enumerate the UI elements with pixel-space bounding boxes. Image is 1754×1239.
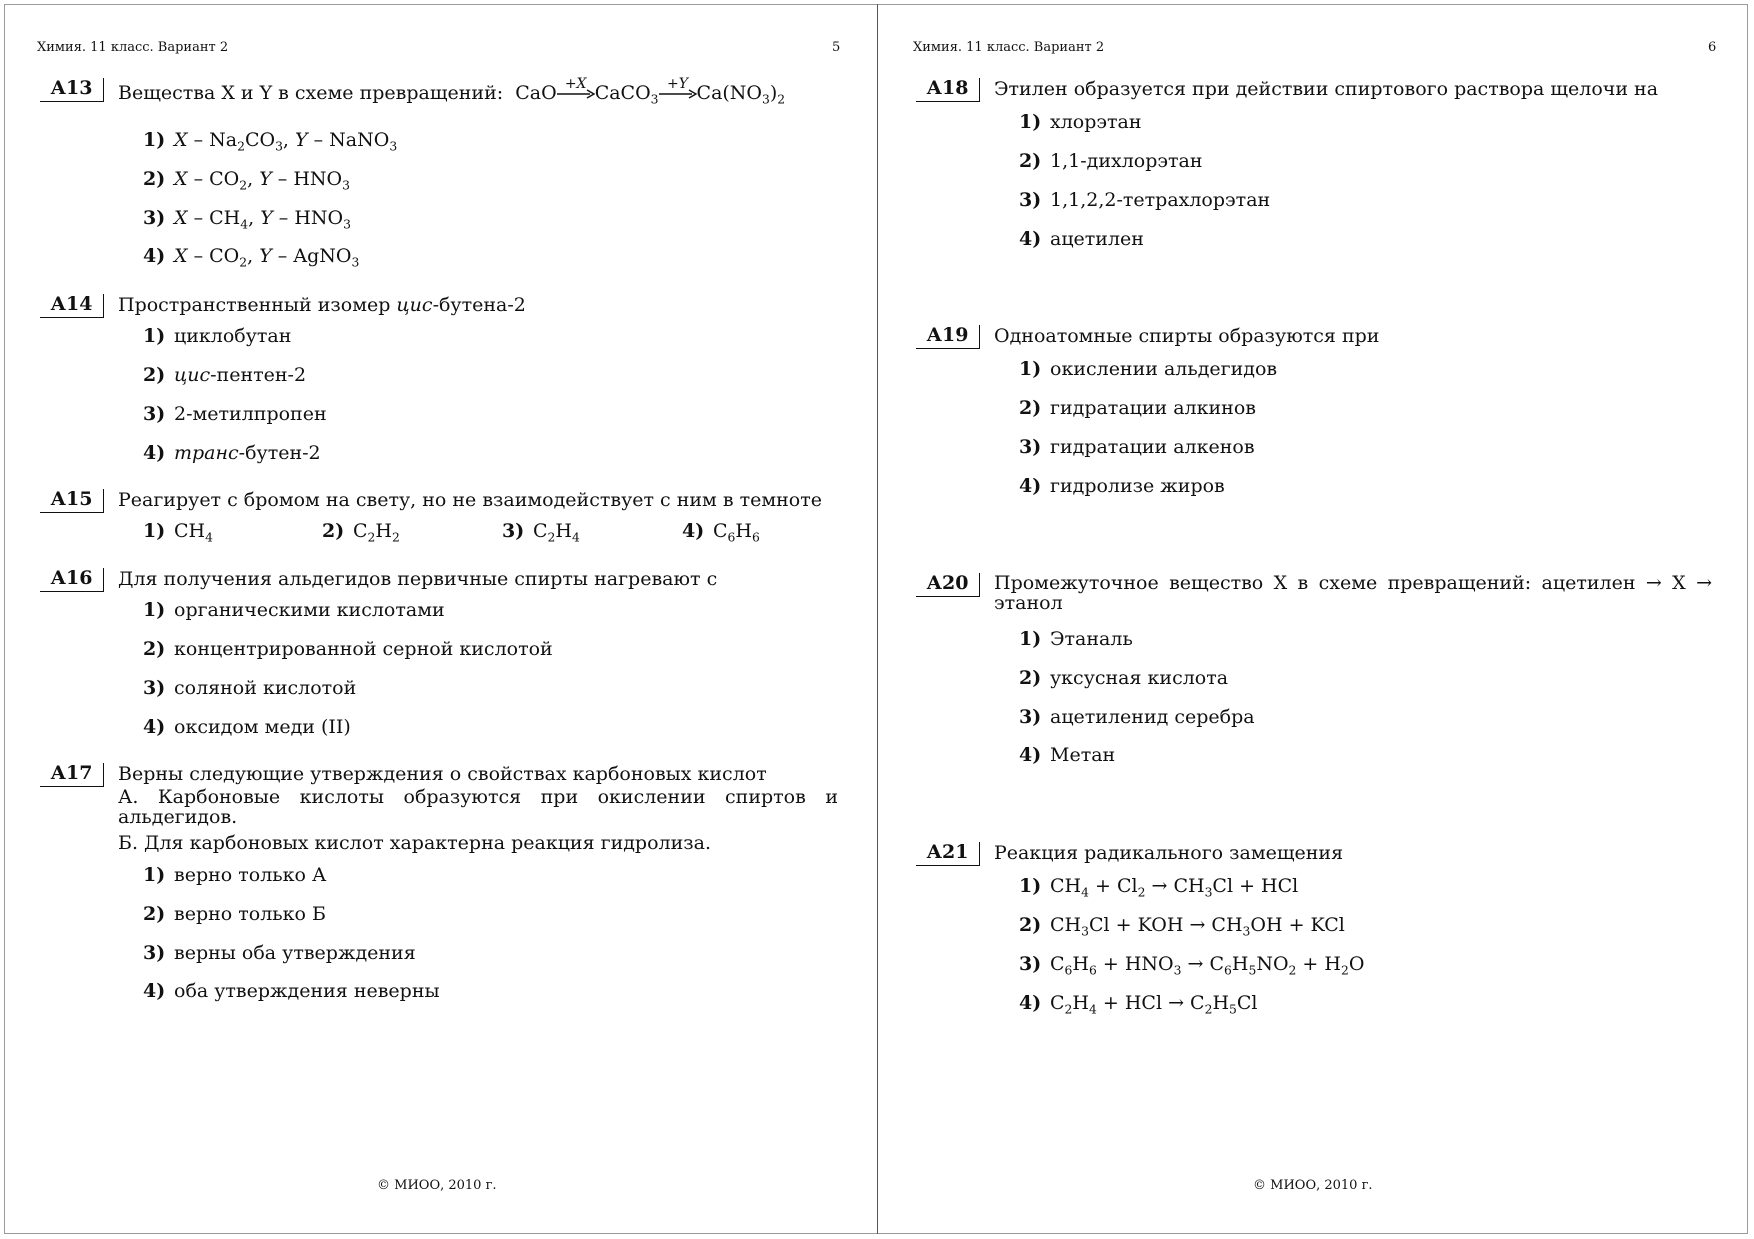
option-2: 2) 1,1-дихлорэтан bbox=[1019, 150, 1203, 172]
option-1: 1) хлорэтан bbox=[1019, 111, 1142, 133]
question-label: А13 bbox=[40, 78, 104, 102]
question-text: Промежуточное вещество X в схеме превращений: ацетилен → X → этанол bbox=[994, 572, 1712, 614]
statement-a: А. Карбоновые кислоты образуются при окислении спиртов и альдегидов. bbox=[118, 786, 838, 828]
option-1: 1) $CH_4 + Cl_2 \to CH_3Cl$ + HCl bbox=[1019, 875, 1299, 900]
option-2: 2) $C_2H_2$ bbox=[322, 520, 400, 545]
option-4: 4) $C_2H_4$ + HCl → $C_2H_5Cl$ bbox=[1019, 992, 1258, 1017]
question-text: Одноатомные спирты образуются при bbox=[994, 325, 1380, 347]
option-1: 1) X – $Na_2CO_3$, Y – NaNO$_3$ bbox=[143, 129, 398, 154]
option-3: 3) верны оба утверждения bbox=[143, 942, 416, 964]
question-label: А15 bbox=[40, 489, 104, 513]
right-header: Химия. 11 класс. Вариант 2 bbox=[913, 40, 1105, 55]
question-text: Реакция радикального замещения bbox=[994, 842, 1344, 864]
reaction-scheme: CaO +X CaCO$_3$ +Y $Ca(NO_3)_2$ bbox=[515, 76, 786, 107]
question-text: Верны следующие утверждения о свойствах карбоновых кислот bbox=[118, 763, 767, 785]
option-3: 3) 2-метилпропен bbox=[143, 403, 327, 425]
option-2: 2) X – $CO_2$, Y – $HNO_3$ bbox=[143, 168, 350, 193]
option-4: 4) ацетилен bbox=[1019, 228, 1144, 250]
option-3: 3) 1,1,2,2-тетрахлорэтан bbox=[1019, 189, 1271, 211]
question-label: А19 bbox=[916, 325, 980, 349]
statement-b: Б. Для карбоновых кислот характерна реакция гидролиза. bbox=[118, 832, 711, 854]
option-1: 1) $CH_4$ bbox=[143, 520, 213, 545]
question-label: А18 bbox=[916, 78, 980, 102]
option-3: 3) $C_6H_6 + HNO_3 \to C_6H_5NO_2 + H_2O$ bbox=[1019, 953, 1365, 978]
question-label: А16 bbox=[40, 568, 104, 592]
option-4: 4) транс-бутен-2 bbox=[143, 442, 321, 464]
question-text: Реагирует с бромом на свету, но не взаимодействует с ним в темноте bbox=[118, 489, 822, 511]
left-page-number: 5 bbox=[832, 40, 841, 55]
option-2: 2) верно только Б bbox=[143, 903, 326, 925]
option-2: 2) $CH_3Cl$ + KOH → $CH_3OH$ + KCl bbox=[1019, 914, 1345, 939]
option-4: 4) Метан bbox=[1019, 744, 1116, 766]
option-1: 1) органическими кислотами bbox=[143, 599, 445, 621]
left-footer: © МИОО, 2010 г. bbox=[377, 1178, 497, 1193]
option-4: 4) X – $CO_2$, Y – AgNO$_3$ bbox=[143, 245, 360, 270]
option-2: 2) гидратации алкинов bbox=[1019, 397, 1256, 419]
option-3: 3) $C_2H_4$ bbox=[502, 520, 580, 545]
option-1: 1) окислении альдегидов bbox=[1019, 358, 1278, 380]
question-label: А20 bbox=[916, 573, 980, 597]
arrow-icon: +Y bbox=[659, 87, 697, 101]
option-3: 3) X – $CH_4$, Y – $HNO_3$ bbox=[143, 207, 351, 232]
left-header: Химия. 11 класс. Вариант 2 bbox=[37, 40, 229, 55]
option-1: 1) верно только А bbox=[143, 864, 327, 886]
option-3: 3) соляной кислотой bbox=[143, 677, 357, 699]
question-label: А21 bbox=[916, 842, 980, 866]
right-page-number: 6 bbox=[1708, 40, 1717, 55]
question-label: А17 bbox=[40, 763, 104, 787]
option-1: 1) циклобутан bbox=[143, 325, 292, 347]
question-text: Для получения альдегидов первичные спирты нагревают с bbox=[118, 568, 718, 590]
option-4: 4) гидролизе жиров bbox=[1019, 475, 1225, 497]
option-1: 1) Этаналь bbox=[1019, 628, 1133, 650]
question-text: Пространственный изомер цис-бутена-2 bbox=[118, 294, 526, 316]
option-4: 4) оксидом меди (II) bbox=[143, 716, 351, 738]
right-footer: © МИОО, 2010 г. bbox=[1253, 1178, 1373, 1193]
option-2: 2) уксусная кислота bbox=[1019, 667, 1229, 689]
question-label: А14 bbox=[40, 294, 104, 318]
option-4: 4) $C_6H_6$ bbox=[682, 520, 760, 545]
question-text: Этилен образуется при действии спиртового раствора щелочи на bbox=[994, 78, 1659, 100]
question-text: Вещества X и Y в схеме превращений: CaO +X CaCO$_3$ +Y $Ca(NO_3)_2$ bbox=[118, 76, 786, 107]
option-2: 2) цис-пентен-2 bbox=[143, 364, 307, 386]
option-2: 2) концентрированной серной кислотой bbox=[143, 638, 553, 660]
option-3: 3) гидратации алкенов bbox=[1019, 436, 1255, 458]
page-divider bbox=[877, 4, 878, 1234]
option-3: 3) ацетиленид серебра bbox=[1019, 706, 1255, 728]
arrow-icon: +X bbox=[557, 87, 595, 101]
option-4: 4) оба утверждения неверны bbox=[143, 980, 440, 1002]
